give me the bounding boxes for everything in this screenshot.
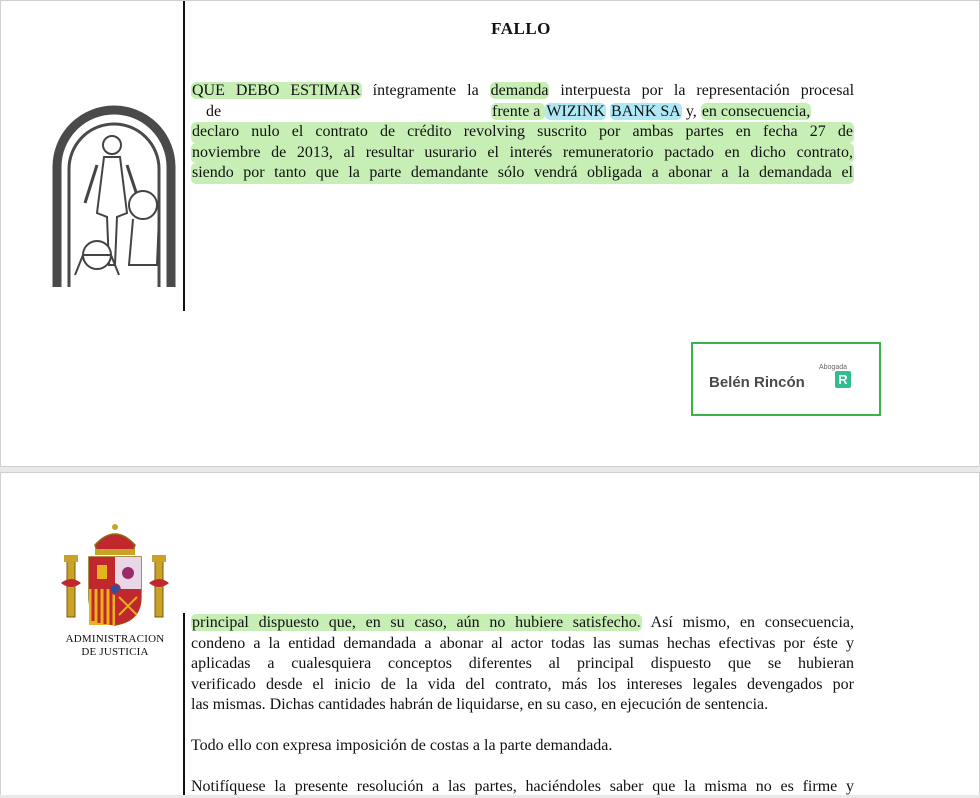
notification-paragraph: Notifíquese la presente resolución a las partes, haciéndoles saber que la misma no es firme y <box>191 778 854 795</box>
text-line: las mismas. Dichas cantidades habrán de liquidarse, en su caso, en ejecución de sentencia. <box>191 696 769 713</box>
margin-rule <box>183 1 185 311</box>
document-page-2 <box>0 472 980 795</box>
highlighted-line: declaro nulo el contrato de crédito revolving suscrito por ambas partes en fecha 27 de <box>191 122 854 143</box>
highlight: principal dispuesto que, en su caso, aún no hubiere satisfecho. <box>192 614 641 631</box>
text-line: condeno a la entidad demandada a abonar al actor todas las sumas hechas efectivas por éste y <box>191 634 854 652</box>
highlight: frente a <box>492 102 545 120</box>
highlighted-line: noviembre de 2013, al resultar usurario el interés remuneratorio pactado en dicho contrato, <box>191 143 854 164</box>
lawyer-stamp <box>691 342 881 416</box>
emblem-caption: ADMINISTRACION DE JUSTICIA <box>65 633 165 658</box>
highlight: demanda <box>490 82 549 99</box>
party-name-highlight: WIZINK <box>546 102 606 120</box>
margin-rule <box>183 613 185 795</box>
stamp-logo-icon: R <box>835 371 851 388</box>
text-line: aplicadas a cualesquiera conceptos diferentes al principal dispuesto que se hubieran <box>191 655 854 672</box>
spain-coat-of-arms-icon <box>61 521 169 629</box>
stamp-name: Belén Rincón <box>709 374 805 391</box>
party-name-highlight: BANK SA <box>611 102 681 120</box>
text-line: QUE DEBO ESTIMAR íntegramente la demanda interpuesta por la representación procesal <box>192 82 855 99</box>
highlight: QUE DEBO ESTIMAR <box>192 82 361 99</box>
ruling-paragraph <box>191 81 854 184</box>
text-line: verificado desde el inicio de la vida del contrato, más los intereses legales devengados por <box>191 675 854 693</box>
section-heading: FALLO <box>491 19 551 38</box>
stamp-caption: Abogada <box>818 364 847 371</box>
highlight: en consecuencia, <box>701 102 811 120</box>
text-line: de frente a WIZINK BANK SA y, en consecuencia, <box>206 102 811 120</box>
text-line: principal dispuesto que, en su caso, aún no hubiere satisfecho. Así mismo, en consecuencia, <box>192 614 854 631</box>
ruling-paragraph-continued <box>191 613 854 798</box>
costs-paragraph: Todo ello con expresa imposición de costas a la parte demandada. <box>191 737 613 754</box>
highlighted-line: siendo por tanto que la parte demandante sólo vendrá obligada a abonar a la demandada el <box>191 163 854 184</box>
junta-andalucia-emblem-icon <box>49 105 179 287</box>
